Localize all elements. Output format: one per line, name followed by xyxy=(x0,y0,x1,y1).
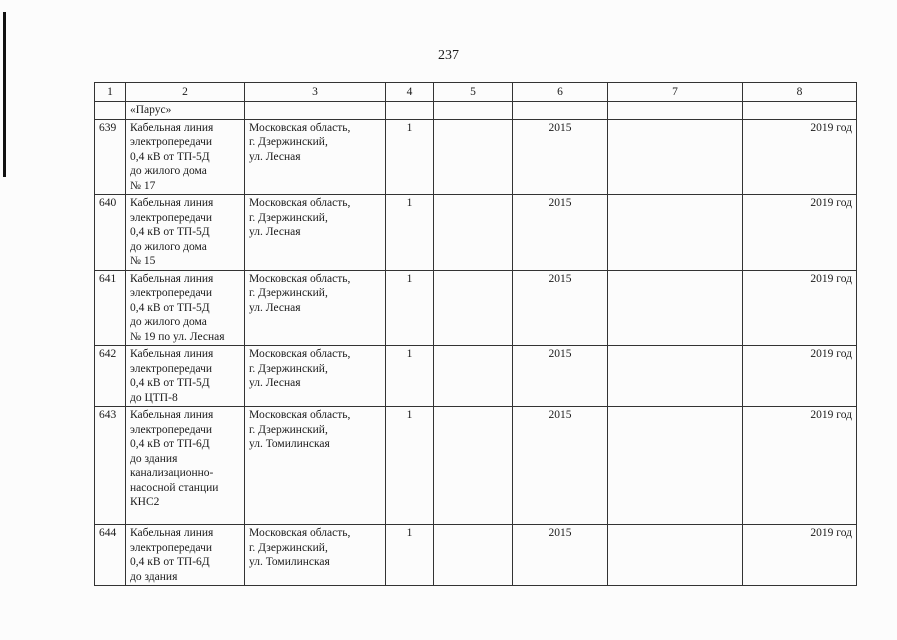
address-cell-text: Московская область, г. Дзержинский, ул. Лесная xyxy=(249,272,351,314)
object-name-cell-text: Кабельная линия электропередачи 0,4 кВ от ТП-6Д до здания xyxy=(130,527,214,583)
col-header-3: 3 xyxy=(245,83,386,102)
term-cell-text: 2019 год xyxy=(810,272,852,285)
term-cell xyxy=(743,346,857,407)
column-5-cell xyxy=(434,119,513,195)
column-5-cell xyxy=(434,346,513,407)
col-header-7: 7 xyxy=(608,83,743,102)
col-header-6: 6 xyxy=(513,83,608,102)
quantity-cell xyxy=(386,407,434,525)
row-number-cell xyxy=(95,346,126,407)
term-cell-text: 2019 год xyxy=(810,197,852,209)
address-cell xyxy=(245,270,386,346)
row-number-cell-text: 643 xyxy=(99,409,117,421)
page-number: 237 xyxy=(438,48,459,63)
continuation-cell xyxy=(513,102,608,120)
term-cell xyxy=(743,119,857,195)
quantity-cell xyxy=(386,525,434,586)
quantity-cell-text: 1 xyxy=(406,121,413,134)
object-name-cell-text: Кабельная линия электропередачи 0,4 кВ от ТП-5Д до жилого дома № 19 по ул. Лесная xyxy=(130,272,225,343)
column-7-cell xyxy=(608,346,743,407)
object-name-cell xyxy=(126,346,245,407)
table-row xyxy=(95,270,857,346)
row-number-cell-text: 644 xyxy=(99,527,117,539)
column-5-cell xyxy=(434,270,513,346)
address-cell-text: Московская область, г. Дзержинский, ул. Томилинская xyxy=(249,409,351,450)
quantity-cell-text: 1 xyxy=(406,409,413,421)
row-number-cell xyxy=(95,407,126,525)
continuation-cell xyxy=(743,102,857,120)
term-cell-text: 2019 год xyxy=(810,527,852,539)
col-header-1: 1 xyxy=(95,83,126,102)
table-row xyxy=(95,407,857,525)
address-cell xyxy=(245,195,386,271)
row-number-cell xyxy=(95,525,126,586)
col-header-2: 2 xyxy=(126,83,245,102)
continuation-name-cell: «Парус» xyxy=(126,102,245,120)
term-cell xyxy=(743,407,857,525)
quantity-cell-text: 1 xyxy=(406,197,413,209)
address-cell-text: Московская область, г. Дзержинский, ул. Лесная xyxy=(249,121,351,163)
object-name-cell xyxy=(126,270,245,346)
quantity-cell-text: 1 xyxy=(406,272,413,285)
year-cell-text: 2015 xyxy=(548,527,572,539)
continuation-cell xyxy=(434,102,513,120)
continuation-cell xyxy=(608,102,743,120)
quantity-cell xyxy=(386,195,434,271)
object-name-cell xyxy=(126,195,245,271)
object-name-cell-text: Кабельная линия электропередачи 0,4 кВ от ТП-6Д до здания канализационно- насосной станции КНС2 xyxy=(130,409,219,508)
address-cell xyxy=(245,407,386,525)
column-7-cell xyxy=(608,119,743,195)
year-cell xyxy=(513,119,608,195)
object-name-cell-text: Кабельная линия электропередачи 0,4 кВ от ТП-5Д до жилого дома № 15 xyxy=(130,197,214,267)
address-cell xyxy=(245,525,386,586)
year-cell xyxy=(513,195,608,271)
address-cell xyxy=(245,119,386,195)
quantity-cell xyxy=(386,270,434,346)
col-header-8: 8 xyxy=(743,83,857,102)
term-cell xyxy=(743,525,857,586)
continuation-row xyxy=(95,102,857,120)
column-5-cell xyxy=(434,407,513,525)
table-row xyxy=(95,525,857,586)
year-cell xyxy=(513,270,608,346)
address-cell xyxy=(245,346,386,407)
quantity-cell xyxy=(386,119,434,195)
header-row xyxy=(95,83,857,102)
column-7-cell xyxy=(608,525,743,586)
col-header-5: 5 xyxy=(434,83,513,102)
object-name-cell-text: Кабельная линия электропередачи 0,4 кВ от ТП-5Д до ЦТП-8 xyxy=(130,348,214,404)
year-cell-text: 2015 xyxy=(548,197,572,209)
year-cell xyxy=(513,525,608,586)
address-cell-text: Московская область, г. Дзержинский, ул. Лесная xyxy=(249,348,351,389)
row-number-cell xyxy=(95,270,126,346)
row-number-cell-text: 642 xyxy=(99,348,117,360)
register-table xyxy=(94,82,857,586)
col-header-4: 4 xyxy=(386,83,434,102)
address-cell-text: Московская область, г. Дзержинский, ул. Томилинская xyxy=(249,527,351,568)
object-name-cell xyxy=(126,119,245,195)
column-7-cell xyxy=(608,270,743,346)
term-cell-text: 2019 год xyxy=(810,121,852,134)
column-7-cell xyxy=(608,195,743,271)
row-number-cell-text: 641 xyxy=(99,272,117,285)
column-7-cell xyxy=(608,407,743,525)
object-name-cell xyxy=(126,407,245,525)
quantity-cell-text: 1 xyxy=(406,348,413,360)
continuation-cell xyxy=(386,102,434,120)
row-number-cell-text: 640 xyxy=(99,197,117,209)
term-cell-text: 2019 год xyxy=(810,409,852,421)
binding-margin-mark xyxy=(3,12,6,177)
table-row xyxy=(95,346,857,407)
term-cell-text: 2019 год xyxy=(810,348,852,360)
table-row xyxy=(95,195,857,271)
object-name-cell-text: Кабельная линия электропередачи 0,4 кВ от ТП-5Д до жилого дома № 17 xyxy=(130,121,214,192)
continuation-cell xyxy=(245,102,386,120)
year-cell xyxy=(513,407,608,525)
quantity-cell xyxy=(386,346,434,407)
continuation-num-cell xyxy=(95,102,126,120)
row-number-cell xyxy=(95,119,126,195)
address-cell-text: Московская область, г. Дзержинский, ул. Лесная xyxy=(249,197,351,238)
row-number-cell-text: 639 xyxy=(99,121,117,134)
term-cell xyxy=(743,195,857,271)
row-number-cell xyxy=(95,195,126,271)
year-cell-text: 2015 xyxy=(548,348,572,360)
year-cell-text: 2015 xyxy=(548,409,572,421)
year-cell-text: 2015 xyxy=(548,272,572,285)
term-cell xyxy=(743,270,857,346)
column-5-cell xyxy=(434,525,513,586)
table-row xyxy=(95,119,857,195)
column-5-cell xyxy=(434,195,513,271)
object-name-cell xyxy=(126,525,245,586)
year-cell xyxy=(513,346,608,407)
quantity-cell-text: 1 xyxy=(406,527,413,539)
year-cell-text: 2015 xyxy=(548,121,572,134)
